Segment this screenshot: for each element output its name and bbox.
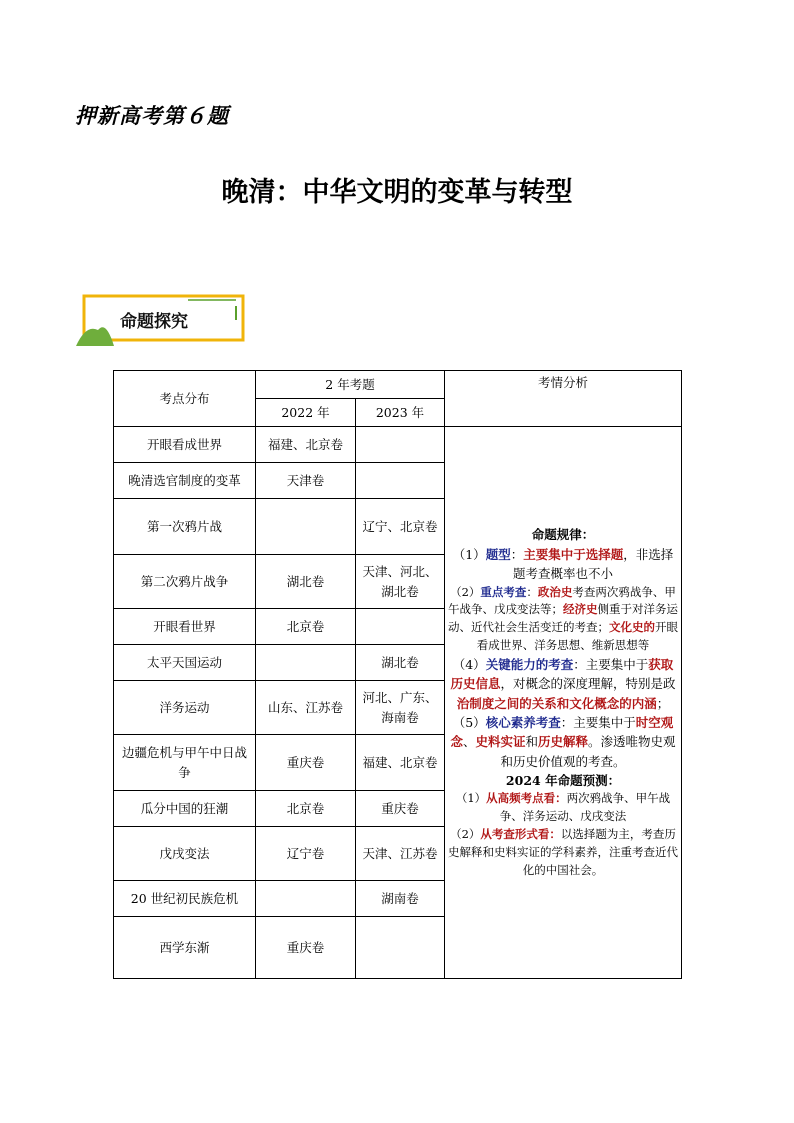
year-2023-cell (356, 917, 445, 979)
forecast-item-1: （1）从高频考点看：两次鸦战争、甲午战争、洋务运动、戊戌变法 (455, 791, 671, 824)
forecast-title: 2024 年命题预测： (505, 773, 621, 789)
year-2023-cell (356, 609, 445, 645)
year-2022-cell: 天津卷 (256, 463, 356, 499)
topic-cell: 开眼看成世界 (114, 427, 256, 463)
rule-item-1: （1）题型：主要集中于选择题，非选择题考查概率也不小 (452, 546, 674, 582)
section-header (76, 294, 246, 350)
forecast-item-2: （2）从考查形式看：以选择题为主，考查历史解释和史料实证的学科素养，注重考查近代化的中国社会。 (448, 827, 678, 877)
rule-item-4: （4）关键能力的考查：主要集中于获取历史信息，对概念的深度理解，特别是政治制度之间的关系和文化概念的内涵； (450, 656, 676, 711)
topic-cell: 戊戌变法 (114, 827, 256, 881)
year-2022-cell: 山东、江苏卷 (256, 681, 356, 735)
year-2023-cell: 河北、广东、海南卷 (356, 681, 445, 735)
header-2022: 2022 年 (256, 399, 356, 427)
brand-header: 押新高考第６题 (75, 104, 229, 128)
year-2022-cell: 辽宁卷 (256, 827, 356, 881)
topic-cell: 洋务运动 (114, 681, 256, 735)
year-2023-cell: 福建、北京卷 (356, 735, 445, 791)
year-2022-cell (256, 645, 356, 681)
year-2023-cell: 湖南卷 (356, 881, 445, 917)
rule-item-5: （5）核心素养考查：主要集中于时空观念、史料实证和历史解释。渗透唯物史观和历史价值观的考查。 (450, 714, 676, 769)
analysis-cell (445, 427, 682, 979)
header-years: 2 年考题 (256, 371, 445, 399)
exam-analysis-table (113, 370, 682, 979)
year-2022-cell (256, 499, 356, 555)
topic-cell: 西学东渐 (114, 917, 256, 979)
year-2023-cell: 天津、江苏卷 (356, 827, 445, 881)
year-2022-cell: 福建、北京卷 (256, 427, 356, 463)
year-2023-cell: 重庆卷 (356, 791, 445, 827)
topic-cell: 第二次鸦片战争 (114, 555, 256, 609)
year-2022-cell: 北京卷 (256, 791, 356, 827)
topic-cell: 太平天国运动 (114, 645, 256, 681)
rule-item-2: （2）重点考查：政治史考查两次鸦战争、甲午战争、戊戌变法等；经济史侧重于对洋务运动、近代社会生活变迁的考查；文化史的开眼看成世界、洋务思想、维新思想等 (448, 584, 678, 653)
header-2023: 2023 年 (356, 399, 445, 427)
year-2023-cell: 天津、河北、湖北卷 (356, 555, 445, 609)
topic-cell: 20 世纪初民族危机 (114, 881, 256, 917)
year-2023-cell: 辽宁、北京卷 (356, 499, 445, 555)
topic-cell: 第一次鸦片战 (114, 499, 256, 555)
page-title: 晚清：中华文明的变革与转型 (221, 177, 573, 208)
year-2023-cell: 湖北卷 (356, 645, 445, 681)
year-2023-cell (356, 463, 445, 499)
year-2022-cell: 湖北卷 (256, 555, 356, 609)
year-2023-cell (356, 427, 445, 463)
header-topic: 考点分布 (114, 371, 256, 427)
topic-cell: 晚清选官制度的变革 (114, 463, 256, 499)
rule-title: 命题规律： (531, 527, 595, 543)
topic-cell: 开眼看世界 (114, 609, 256, 645)
topic-cell: 瓜分中国的狂潮 (114, 791, 256, 827)
year-2022-cell: 重庆卷 (256, 917, 356, 979)
year-2022-cell: 重庆卷 (256, 735, 356, 791)
year-2022-cell: 北京卷 (256, 609, 356, 645)
header-analysis: 考情分析 (445, 371, 682, 427)
year-2022-cell (256, 881, 356, 917)
topic-cell: 边疆危机与甲午中日战争 (114, 735, 256, 791)
section-label: 命题探究 (120, 312, 188, 332)
